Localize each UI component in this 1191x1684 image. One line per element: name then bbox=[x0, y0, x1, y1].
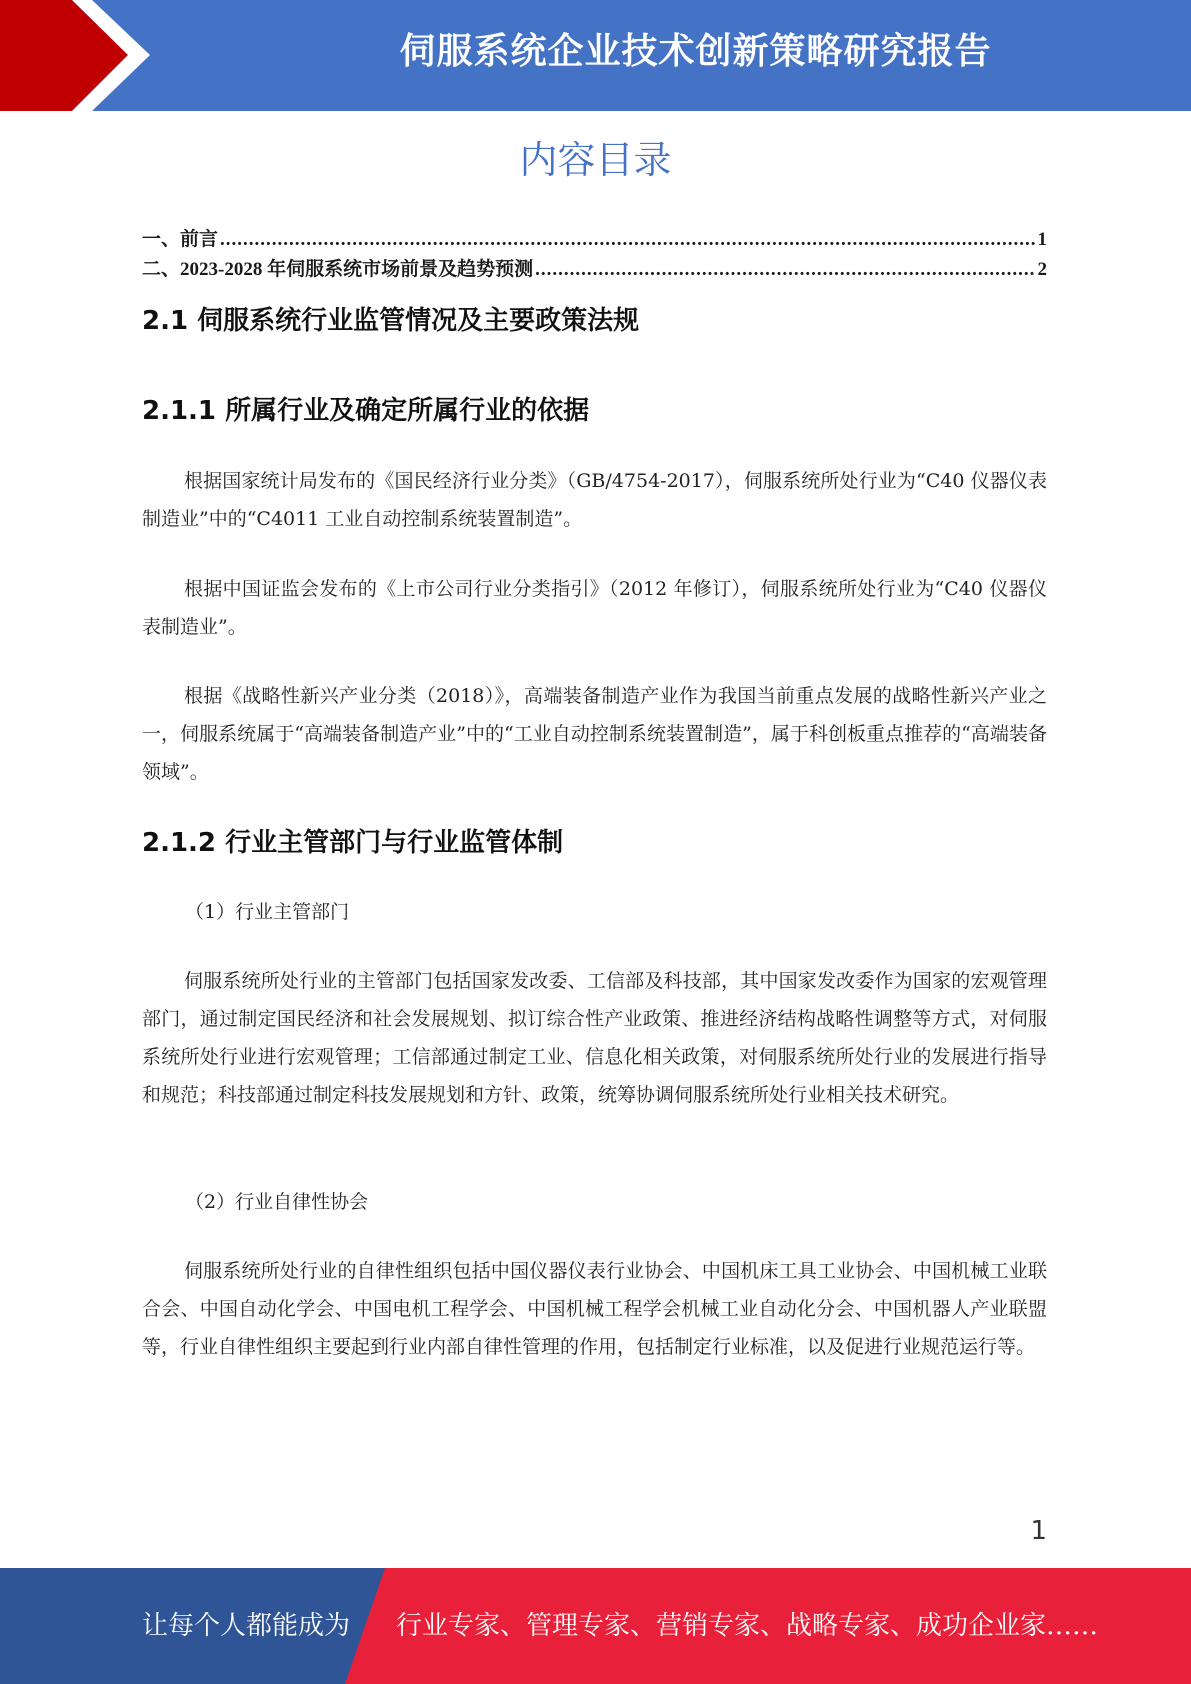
toc-dot-leader bbox=[535, 259, 1035, 281]
footer-slogan-left: 让每个人都能成为 bbox=[142, 1611, 351, 1641]
toc-dot-leader bbox=[220, 229, 1035, 251]
page-number: 1 bbox=[1030, 1516, 1047, 1546]
section-heading-2-1-1: 2.1.1 所属行业及确定所属行业的依据 bbox=[142, 396, 590, 426]
footer-slogan-right: 行业专家、管理专家、营销专家、战略专家、成功企业家…… bbox=[396, 1611, 1099, 1641]
toc-entry-label: 二、2023-2028 年伺服系统市场前景及趋势预测 bbox=[142, 259, 534, 280]
toc-entry[interactable] bbox=[142, 224, 1047, 252]
paragraph: 根据《战略性新兴产业分类（2018）》，高端装备制造产业作为我国当前重点发展的战略性新兴产业之一，伺服系统属于“高端装备制造产业”中的“工业自动控制系统装置制造”，属于科创板重点推荐的“高端装备领域”。 bbox=[142, 685, 1047, 783]
paragraph: 伺服系统所处行业的自律性组织包括中国仪器仪表行业协会、中国机床工具工业协会、中国机械工业联合会、中国自动化学会、中国电机工程学会、中国机械工程学会机械工业自动化分会、中国机器人产业联盟等，行业自律性组织主要起到行业内部自律性管理的作用，包括制定行业标准，以及促进行业规范运行等。 bbox=[142, 1260, 1047, 1358]
subsection-label: （1）行业主管部门 bbox=[185, 901, 350, 923]
report-title: 伺服系统企业技术创新策略研究报告 bbox=[399, 31, 992, 72]
toc-entry-label: 一、前言 bbox=[142, 229, 219, 250]
toc-entry-page: 2 bbox=[1037, 259, 1047, 280]
toc-entry[interactable] bbox=[142, 254, 1047, 282]
paragraph: 伺服系统所处行业的主管部门包括国家发改委、工信部及科技部，其中国家发改委作为国家的宏观管理部门，通过制定国民经济和社会发展规划、拟订综合性产业政策、推进经济结构战略性调整等方式，对伺服系统所处行业进行宏观管理；工信部通过制定工业、信息化相关政策，对伺服系统所处行业的发展进行指导和规范；科技部通过制定科技发展规划和方针、政策，统筹协调伺服系统所处行业相关技术研究。 bbox=[142, 970, 1047, 1106]
footer-banner bbox=[0, 1568, 1191, 1684]
section-heading-2-1: 2.1 伺服系统行业监管情况及主要政策法规 bbox=[142, 306, 640, 336]
paragraph: 根据国家统计局发布的《国民经济行业分类》（GB/4754-2017），伺服系统所处行业为“C40 仪器仪表制造业”中的“C4011 工业自动控制系统装置制造”。 bbox=[142, 470, 1047, 530]
section-heading-2-1-2: 2.1.2 行业主管部门与行业监管体制 bbox=[142, 828, 564, 858]
header-arrow-decoration bbox=[0, 0, 160, 111]
subsection-label: （2）行业自律性协会 bbox=[185, 1191, 369, 1213]
toc-entry-page: 1 bbox=[1037, 229, 1047, 250]
paragraph: 根据中国证监会发布的《上市公司行业分类指引》（2012 年修订），伺服系统所处行业为“C40 仪器仪表制造业”。 bbox=[142, 578, 1047, 638]
toc-title: 内容目录 bbox=[519, 138, 672, 182]
